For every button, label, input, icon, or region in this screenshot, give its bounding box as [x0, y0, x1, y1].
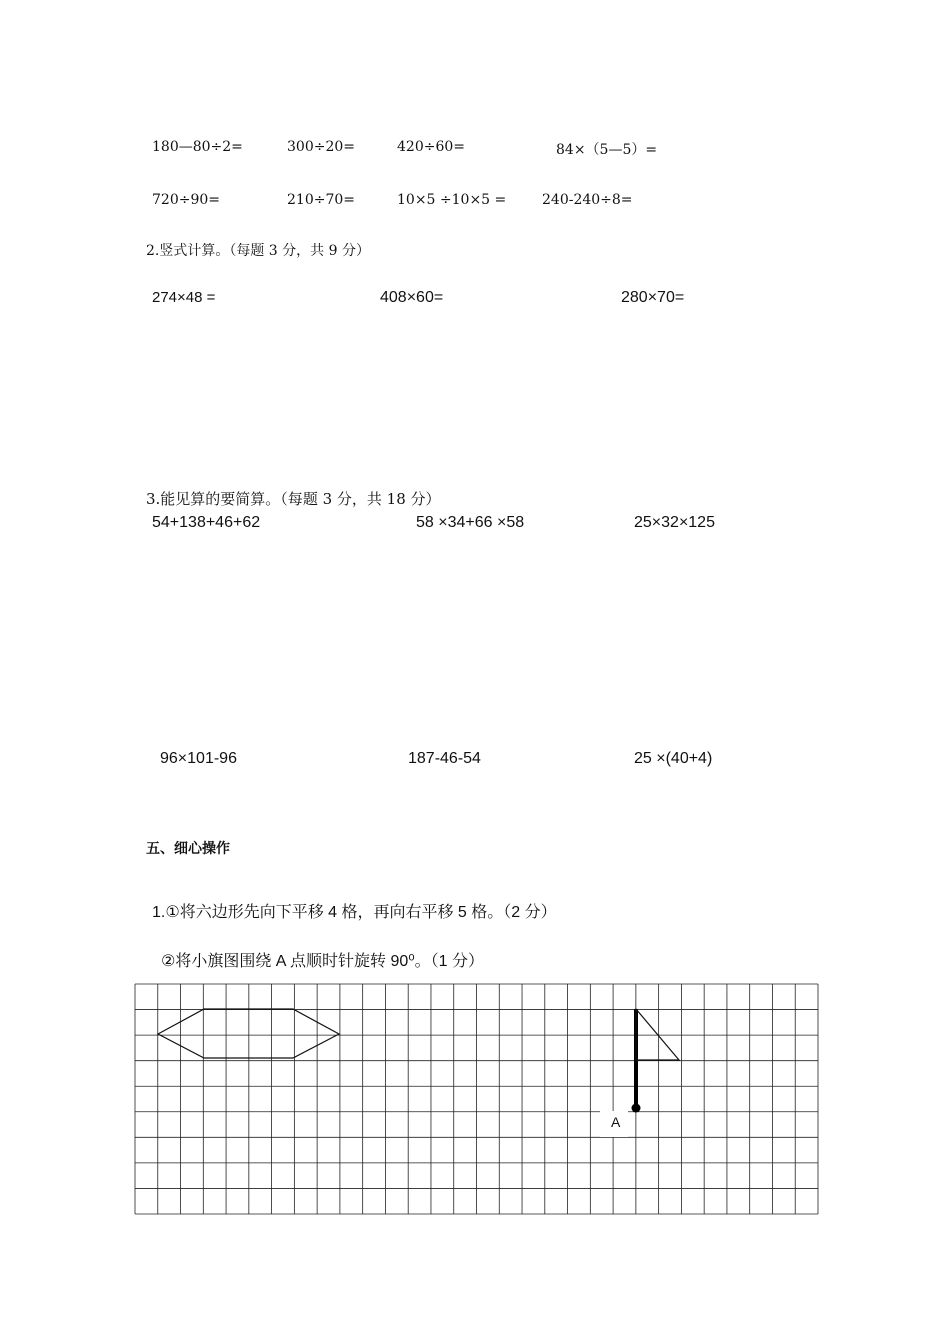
oral-calc-2-3: 10×5 ÷10×5 =: [397, 192, 507, 208]
oral-calc-2-4: 240-240÷8=: [542, 192, 633, 208]
task2-instruction: ②将小旗图围绕 A 点顺时针旋转 90⁰。（1 分）: [161, 953, 485, 970]
flag-triangle: [636, 1009, 679, 1060]
vertical-calc-2: 408×60=: [380, 289, 444, 306]
grid-lines: [135, 984, 818, 1214]
section3-title: 3.能见算的要简算。（每题 3 分，共 18 分）: [146, 490, 441, 508]
oral-calc-2-2: 210÷70=: [287, 192, 355, 208]
vertical-calc-1: 274×48 =: [152, 289, 216, 306]
square-grid: [134, 983, 819, 1215]
simplify-calc-4: 96×101-96: [160, 750, 237, 767]
simplify-calc-1: 54+138+46+62: [152, 514, 261, 531]
section2-title: 2.竖式计算。（每题 3 分，共 9 分）: [146, 243, 370, 259]
section5-heading: 五、细心操作: [146, 841, 230, 857]
simplify-calc-2: 58 ×34+66 ×58: [416, 514, 525, 531]
point-a-label: A: [611, 1114, 621, 1130]
vertical-calc-3: 280×70=: [621, 289, 685, 306]
oral-calc-2-1: 720÷90=: [152, 192, 220, 208]
oral-calc-1-4: 84×（5—5）=: [556, 142, 658, 158]
grid-figure: [134, 983, 819, 1215]
oral-calc-1-1: 180—80÷2=: [152, 139, 243, 155]
oral-calc-1-2: 300÷20=: [287, 139, 355, 155]
oral-calc-1-3: 420÷60=: [397, 139, 465, 155]
point-a-dot: [632, 1104, 641, 1113]
task1-instruction: 1.①将六边形先向下平移 4 格，再向右平移 5 格。（2 分）: [152, 904, 557, 921]
simplify-calc-5: 187-46-54: [408, 750, 481, 767]
simplify-calc-3: 25×32×125: [634, 514, 715, 531]
simplify-calc-6: 25 ×(40+4): [634, 750, 713, 767]
